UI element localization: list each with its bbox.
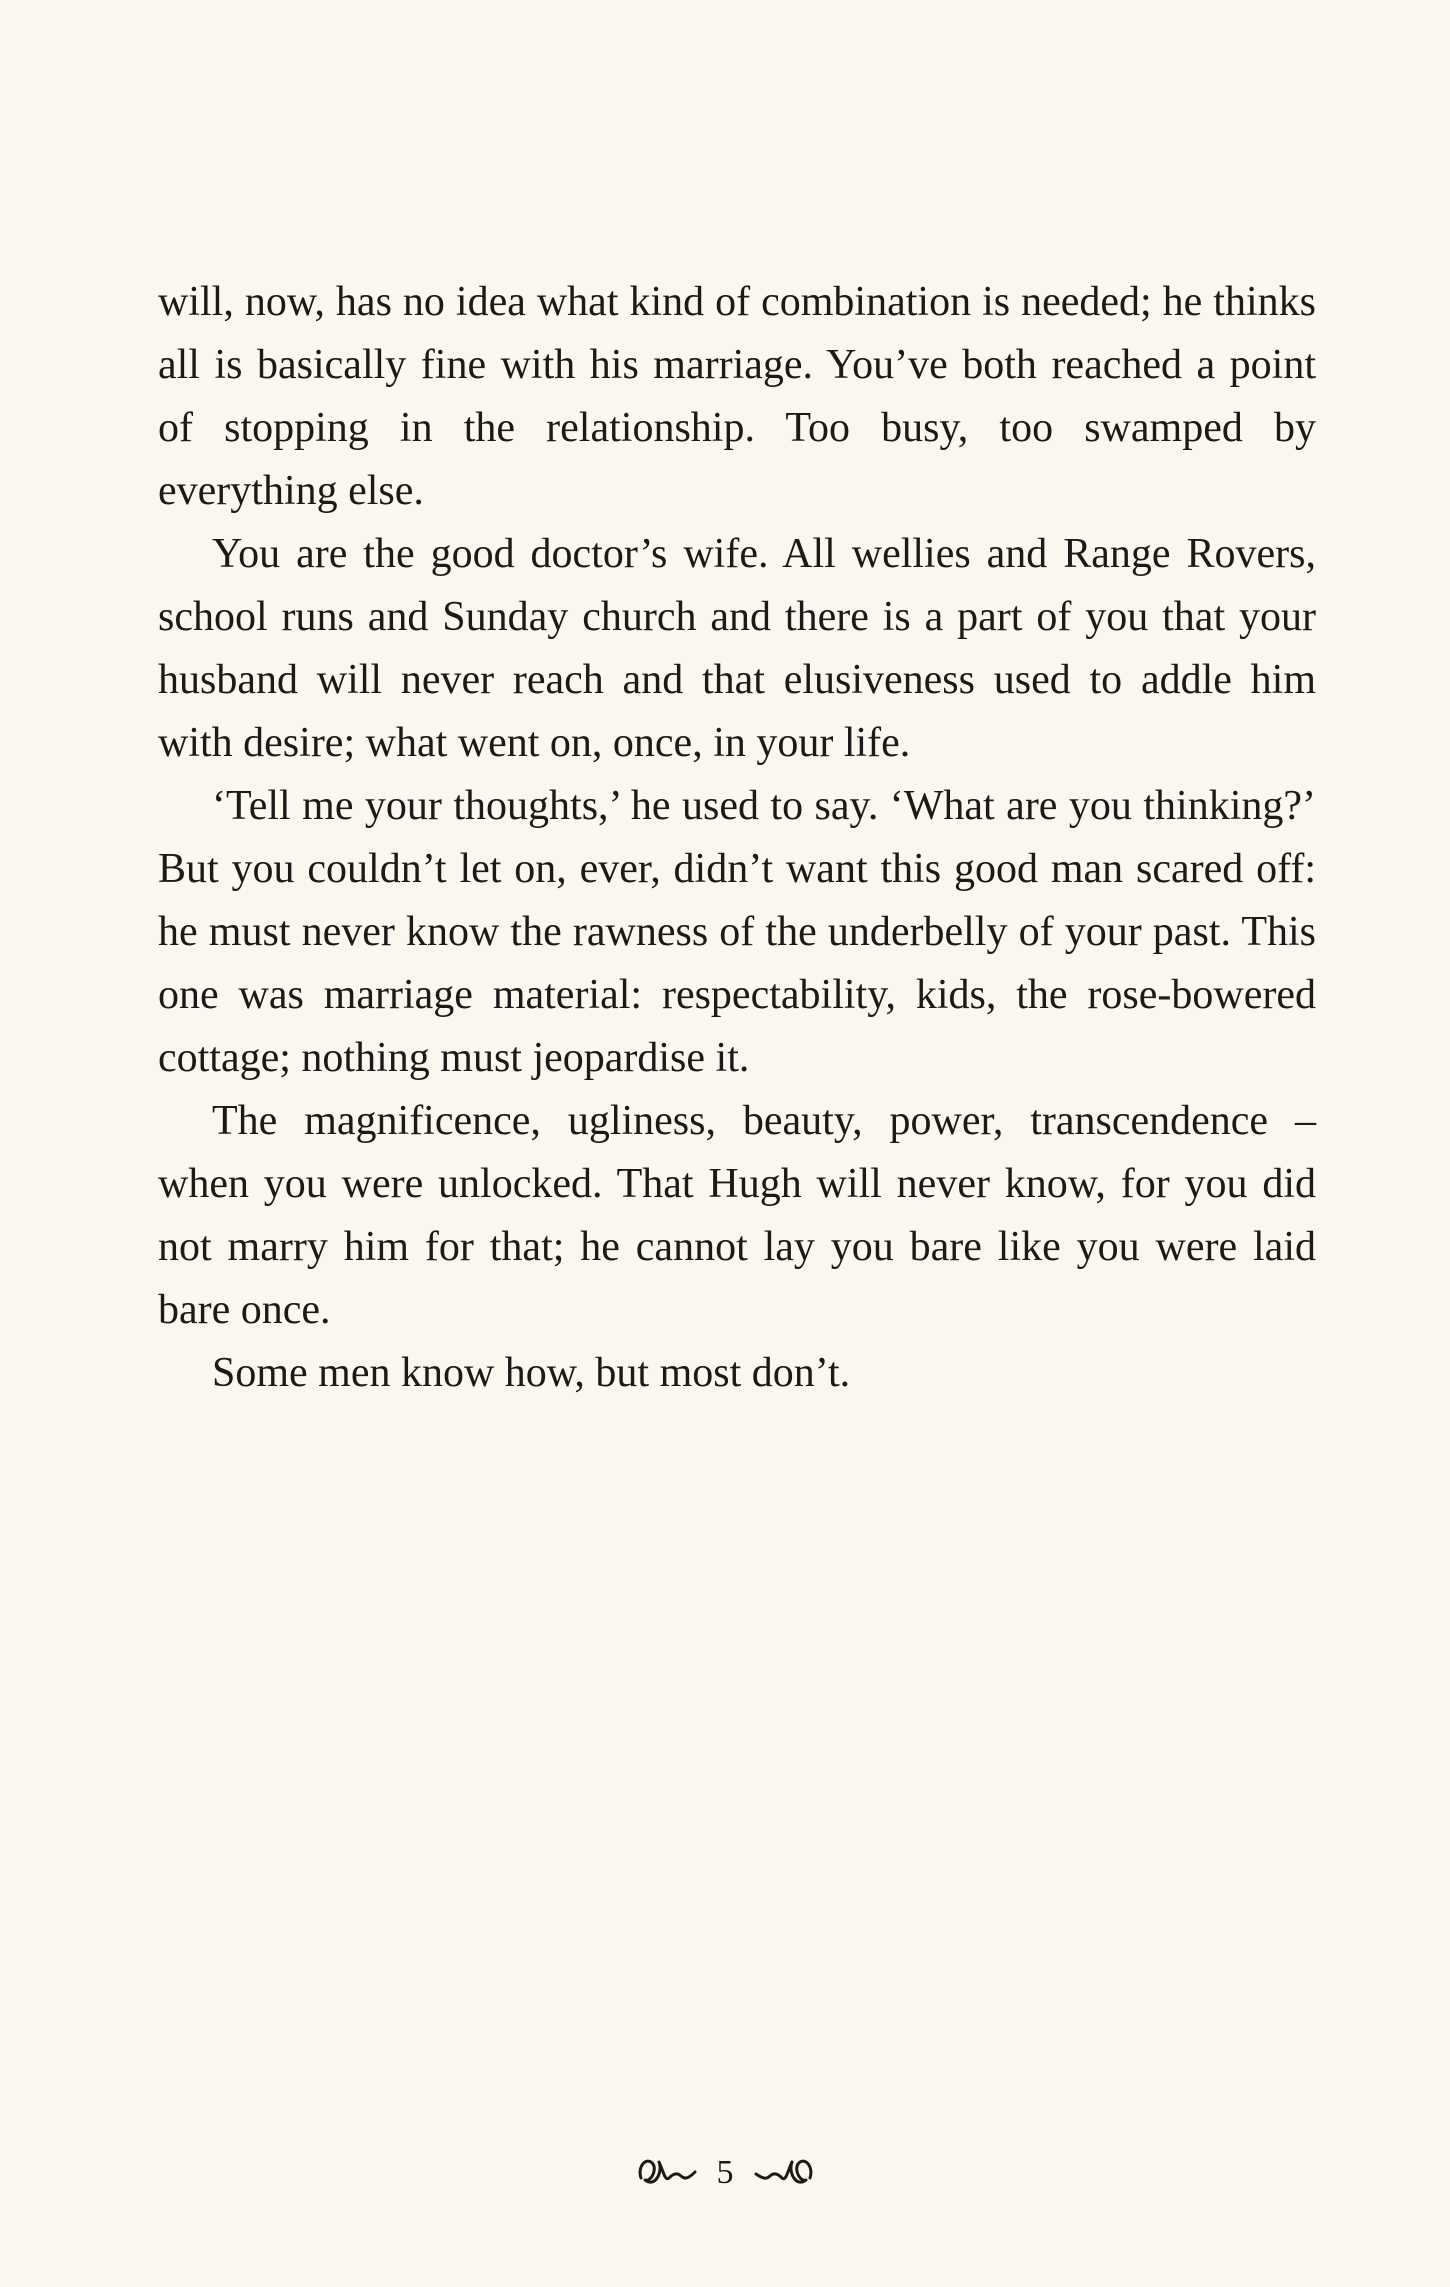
flourish-left-icon [633,2148,703,2198]
flourish-right-icon [748,2148,818,2198]
body-text [158,271,1316,1405]
page-number: 5 [716,2154,734,2191]
paragraph-1: will, now, has no idea what kind of combination is needed; he thinks all is basically fine with his marriage. You’ve both reached a point of stopping in the relationship. Too busy, too swamped by everything else. [158,279,1316,514]
paragraph-2: You are the good doctor’s wife. All wellies and Range Rovers, school runs and Sunday church and there is a part of you that your husband will never reach and that elusiveness used to addle him with desire; what went on, once, in your life. [158,531,1316,766]
page-footer [0,2138,1450,2208]
paragraph-5: Some men know how, but most don’t. [212,1350,851,1396]
paragraph-4: The magnificence, ugliness, beauty, power, transcendence – when you were unlocked. That Hugh will never know, for you did not marry him for that; he cannot lay you bare like you were laid bare once. [158,1098,1316,1333]
paragraph-3: ‘Tell me your thoughts,’ he used to say. ‘What are you thinking?’ But you couldn’t let on, ever, didn’t want this good man scared off: he must never know the rawness of the underbelly of your past. This one was marriage material: respectability, kids, the rose-bowered cottage; nothing must jeopardise it. [158,783,1316,1081]
